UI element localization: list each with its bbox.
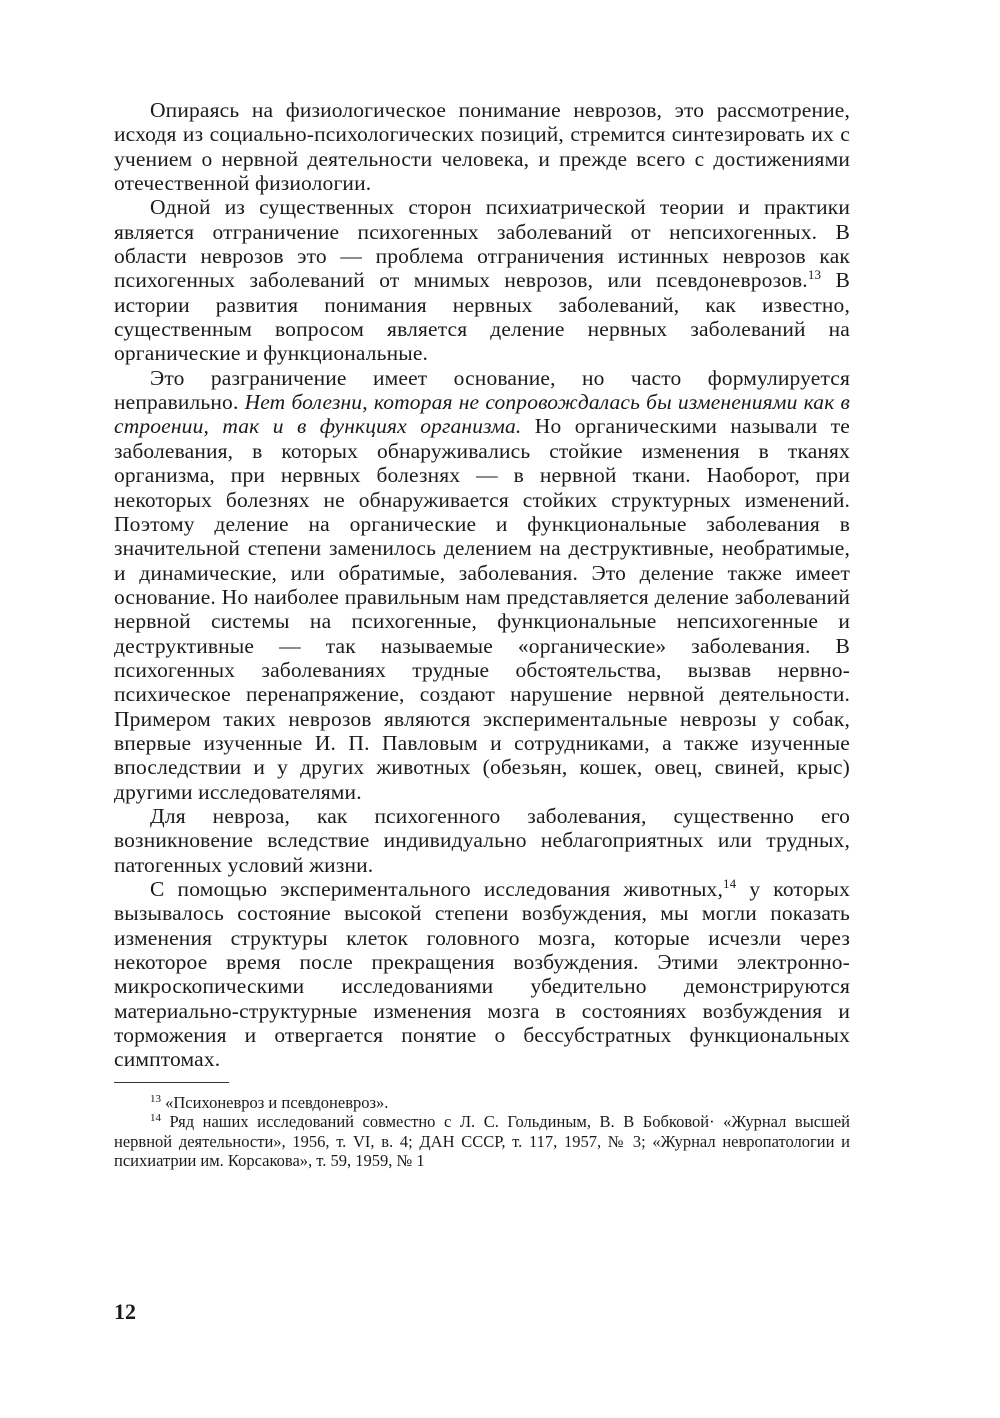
footnote-14 <box>114 1112 850 1171</box>
paragraph-3-text-b: Но органическими называли те заболевания, в которых обнаруживались стойкие изменения в тканях организма, при нервных болезнях — в нервной ткани. Наоборот, при некоторых болезнях не обнаруживается стойких структурных изменений. Поэтому деление на органические и функциональные заболевания в значительной степени заменилось делением на деструктивные, необратимые, и динамические, или обратимые, заболевания. Это деление также имеет основание. Но наиболее правильным нам представляется деление заболеваний нервной системы на психогенные, функциональные непсихогенные и деструктивные — так называемые «органические» заболевания. В психогенных заболеваниях трудные обстоятельства, вызвав нервно-психическое перенапряжение, создают нарушение нервной деятельности. Примером таких неврозов являются экспериментальные неврозы у собак, впервые изученные И. П. Павловым и сотрудниками, а также изученные впоследствии и у других животных (обезьян, кошек, овец, свиней, крыс) другими исследователями. <box>114 414 850 804</box>
footnote-ref-13: 13 <box>807 267 822 283</box>
paragraph-1-text: Опираясь на физиологическое понимание неврозов, это рассмотрение, исходя из социально-психологических позиций, стремится синтезировать их с учением о нервной деятельности человека, и прежде всего с достижениями отечественной физиологии. <box>114 98 850 196</box>
paragraph-5-text-b: у которых вызывалось состояние высокой степени возбуждения, мы могли показать изменения структуры клеток головного мозга, которые исчезли через некоторое время после прекращения возбуждения. Этими электронно-микроскопическими исследованиями убедительно демонстрируются материально-структурные изменения мозга в состояниях возбуждения и торможения и отвергается понятие о бессубстратных функциональных симптомах. <box>114 877 850 1072</box>
paragraph-5 <box>114 877 850 1072</box>
footnote-13-number: 13 <box>150 1092 161 1105</box>
footnote-divider <box>114 1082 229 1083</box>
paragraph-4-text: Для невроза, как психогенного заболевания, существенно его возникновение вследствие индивидуально неблагоприятных или трудных, патогенных условий жизни. <box>114 803 850 877</box>
page-body <box>114 98 850 1171</box>
paragraph-1 <box>114 98 850 195</box>
paragraph-2-text-a: Одной из существенных сторон психиатрической теории и практики является отграничение психогенных заболеваний от непсихогенных. В области неврозов это — проблема отграничения истинных неврозов как психогенных заболеваний от мнимых неврозов, или псевдоневрозов. <box>114 195 850 293</box>
page-number: 12 <box>114 1299 136 1324</box>
paragraph-2-text-b: В истории развития понимания нервных заболеваний, как известно, существенным вопросом является деление нервных заболеваний на органические и функциональные. <box>114 268 851 366</box>
paragraph-5-text-a: С помощью экспериментального исследования животных, <box>150 877 723 901</box>
paragraph-4 <box>114 804 850 877</box>
footnote-14-text: Ряд наших исследований совместно с Л. С. Гольдиным, В. В Бобковой· «Журнал высшей нервной деятельности», 1956, т. VI, в. 4; ДАН СССР, т. 117, 1957, № 3; «Журнал невропатологии и психиатрии им. Корсакова», т. 59, 1959, № 1 <box>114 1112 850 1171</box>
paragraph-3-emphasis: Нет болезни, которая не сопровождалась бы изменениями как в строении, так и в функциях организма. <box>114 390 850 439</box>
footnote-13-text: «Психоневроз и псевдоневроз». <box>161 1092 389 1112</box>
paragraph-2 <box>114 195 850 365</box>
paragraph-3 <box>114 366 850 804</box>
footnote-ref-14: 14 <box>722 876 737 891</box>
footnote-14-number: 14 <box>150 1112 161 1125</box>
footnote-13 <box>114 1093 850 1113</box>
paragraph-3-text-a: Это разграничение имеет основание, но часто формулируется неправильно. <box>114 365 850 415</box>
